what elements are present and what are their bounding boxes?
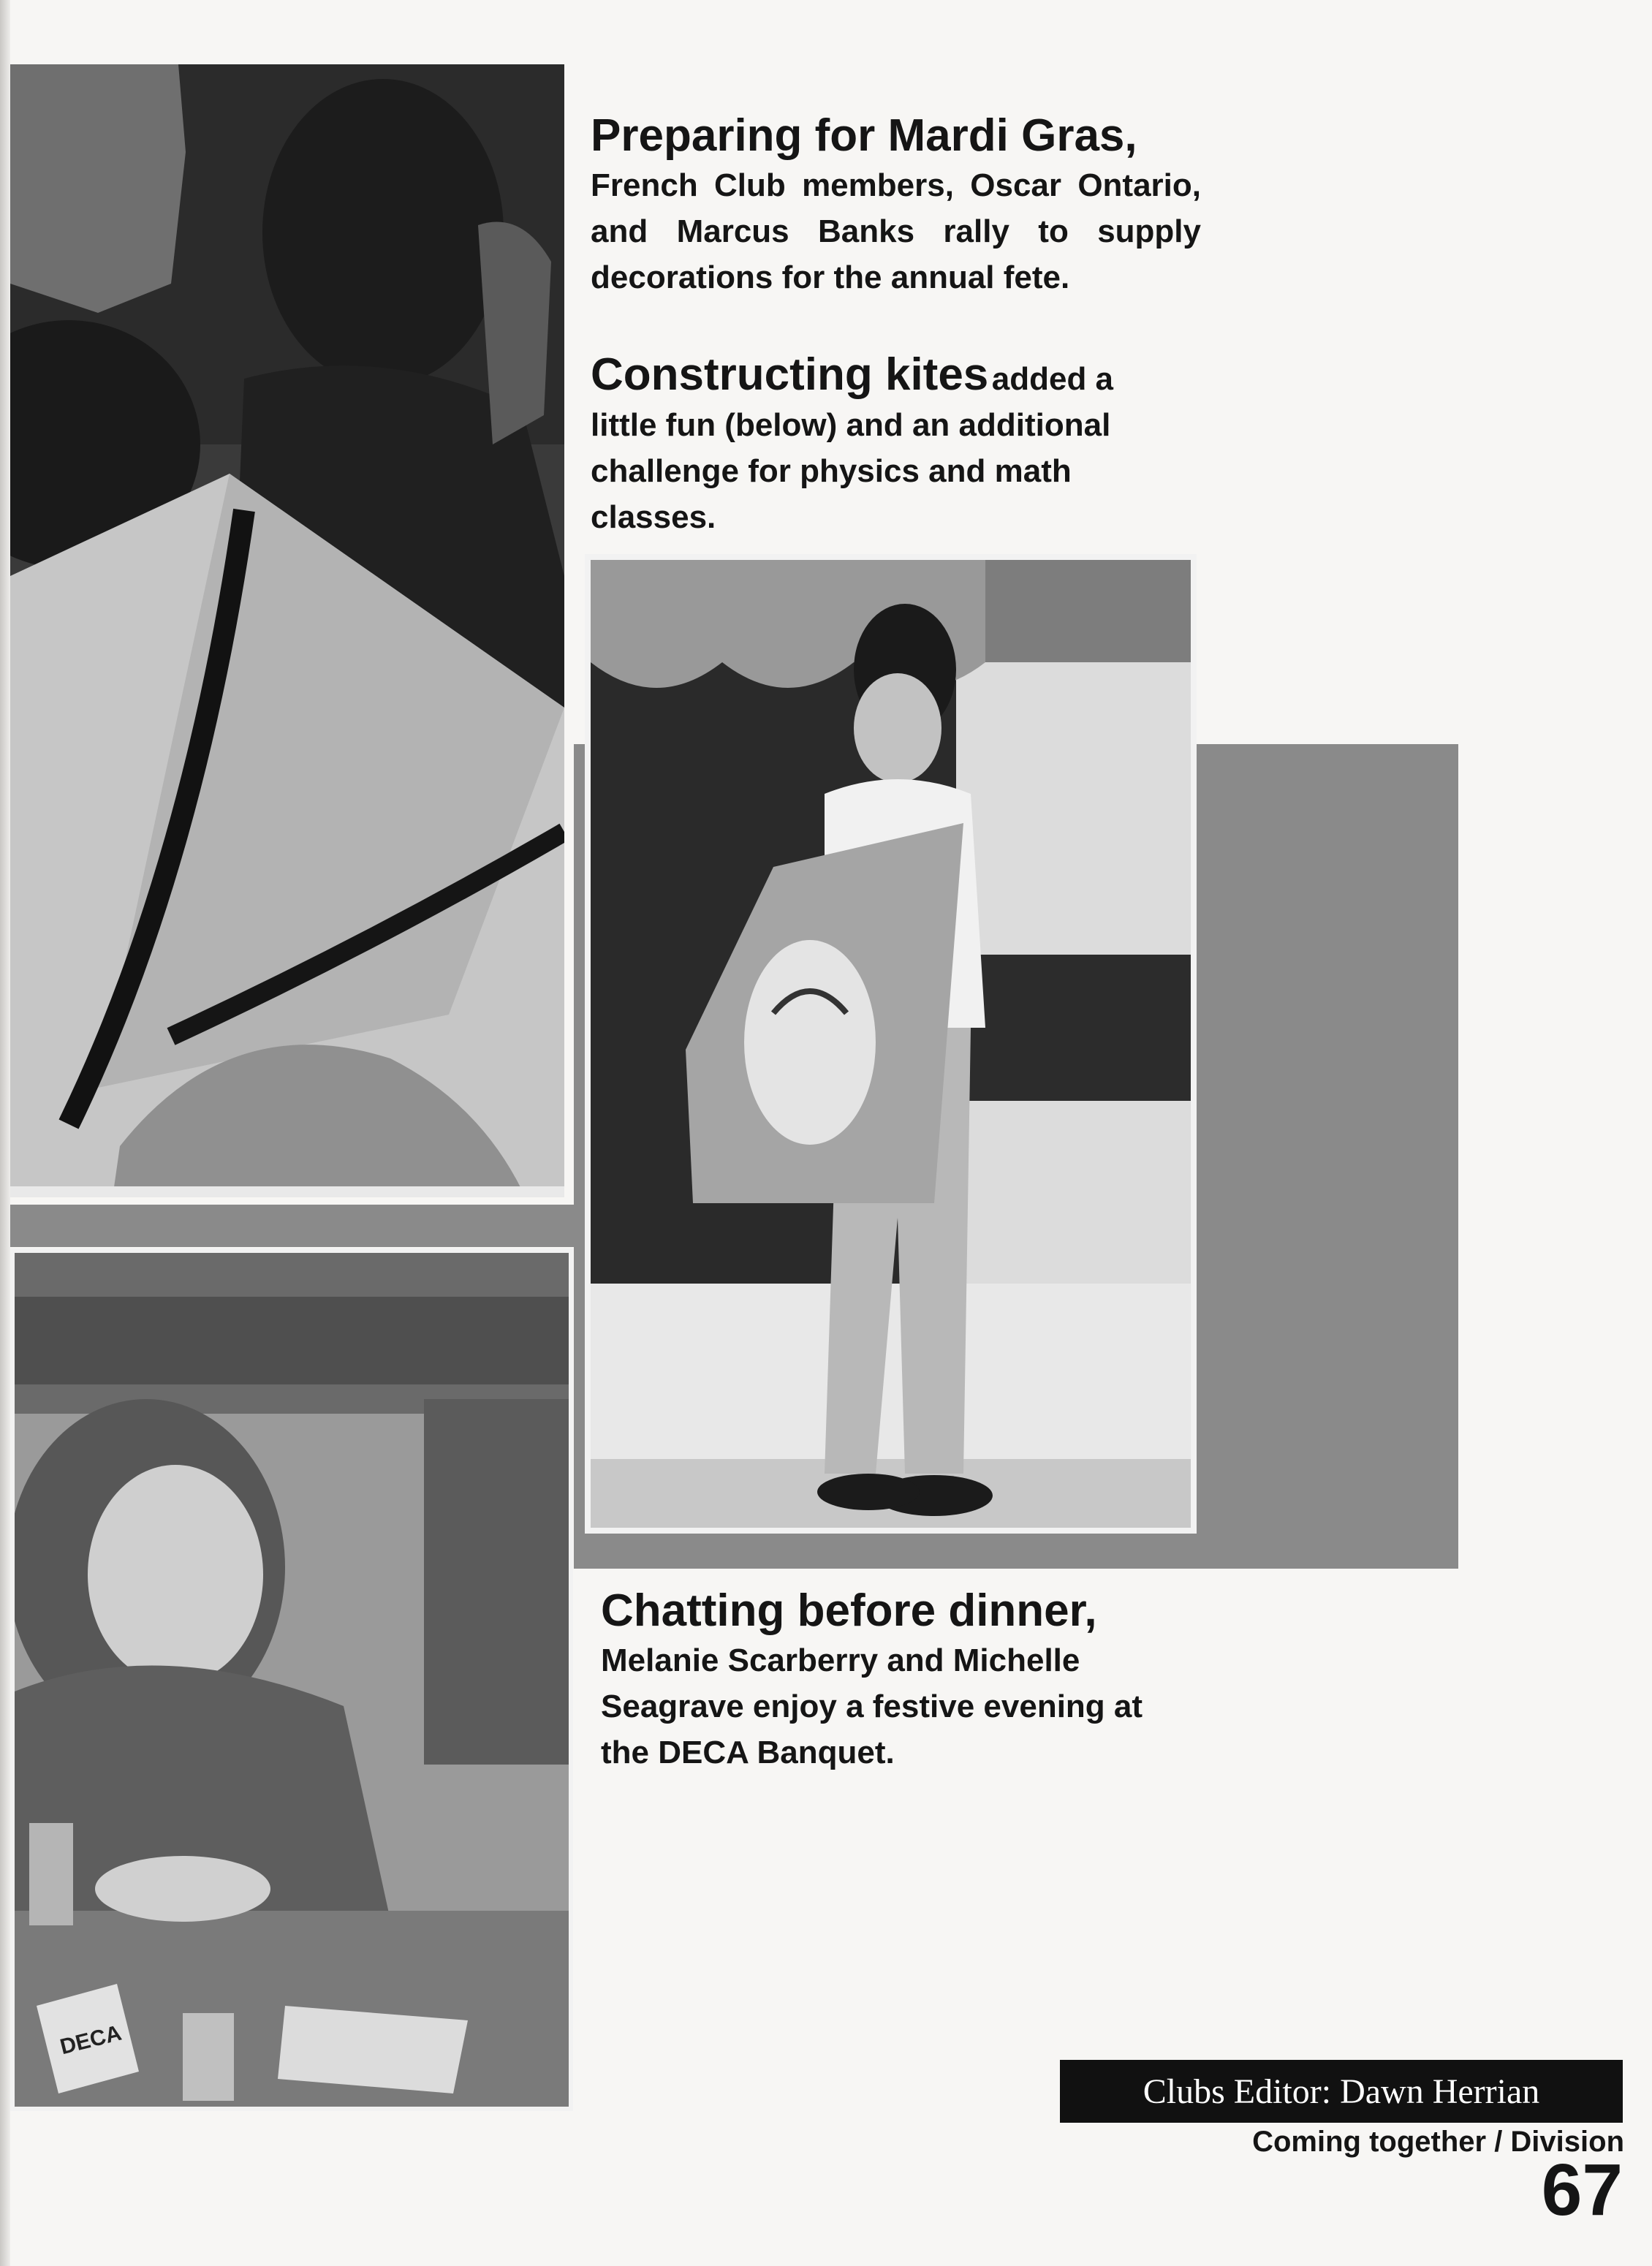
section-label: Coming together / Division <box>1252 2126 1624 2158</box>
caption-dinner-lead: Chatting before dinner, <box>601 1585 1097 1636</box>
photo-deca-banquet <box>10 1248 573 2111</box>
editor-credit-bar: Clubs Editor: Dawn Herrian <box>1060 2060 1623 2123</box>
caption-dinner <box>601 1585 1186 1776</box>
photo-mardi-gras-decorations <box>10 64 564 1197</box>
photo-kite-construction <box>585 554 1197 1534</box>
caption-kites <box>591 349 1184 540</box>
binding-edge <box>0 0 10 2266</box>
table-tent-label: DECA <box>57 2020 124 2060</box>
caption-mardi-gras-body: French Club members, Oscar Ontario, and Marcus Banks rally to supply decorations for the annual fete. <box>591 167 1201 295</box>
caption-dinner-body: Melanie Scarberry and Michelle Seagrave enjoy a festive evening at the DECA Banquet. <box>601 1642 1143 1770</box>
caption-kites-body: added a little fun (below) and an additional challenge for physics and math classes. <box>591 361 1114 535</box>
caption-kites-lead: Constructing kites <box>591 349 989 400</box>
page-number: 67 <box>1541 2149 1623 2231</box>
caption-mardi-gras <box>591 110 1201 300</box>
gray-accent-block-left <box>10 1205 577 1247</box>
caption-mardi-gras-lead: Preparing for Mardi Gras, <box>591 110 1137 161</box>
